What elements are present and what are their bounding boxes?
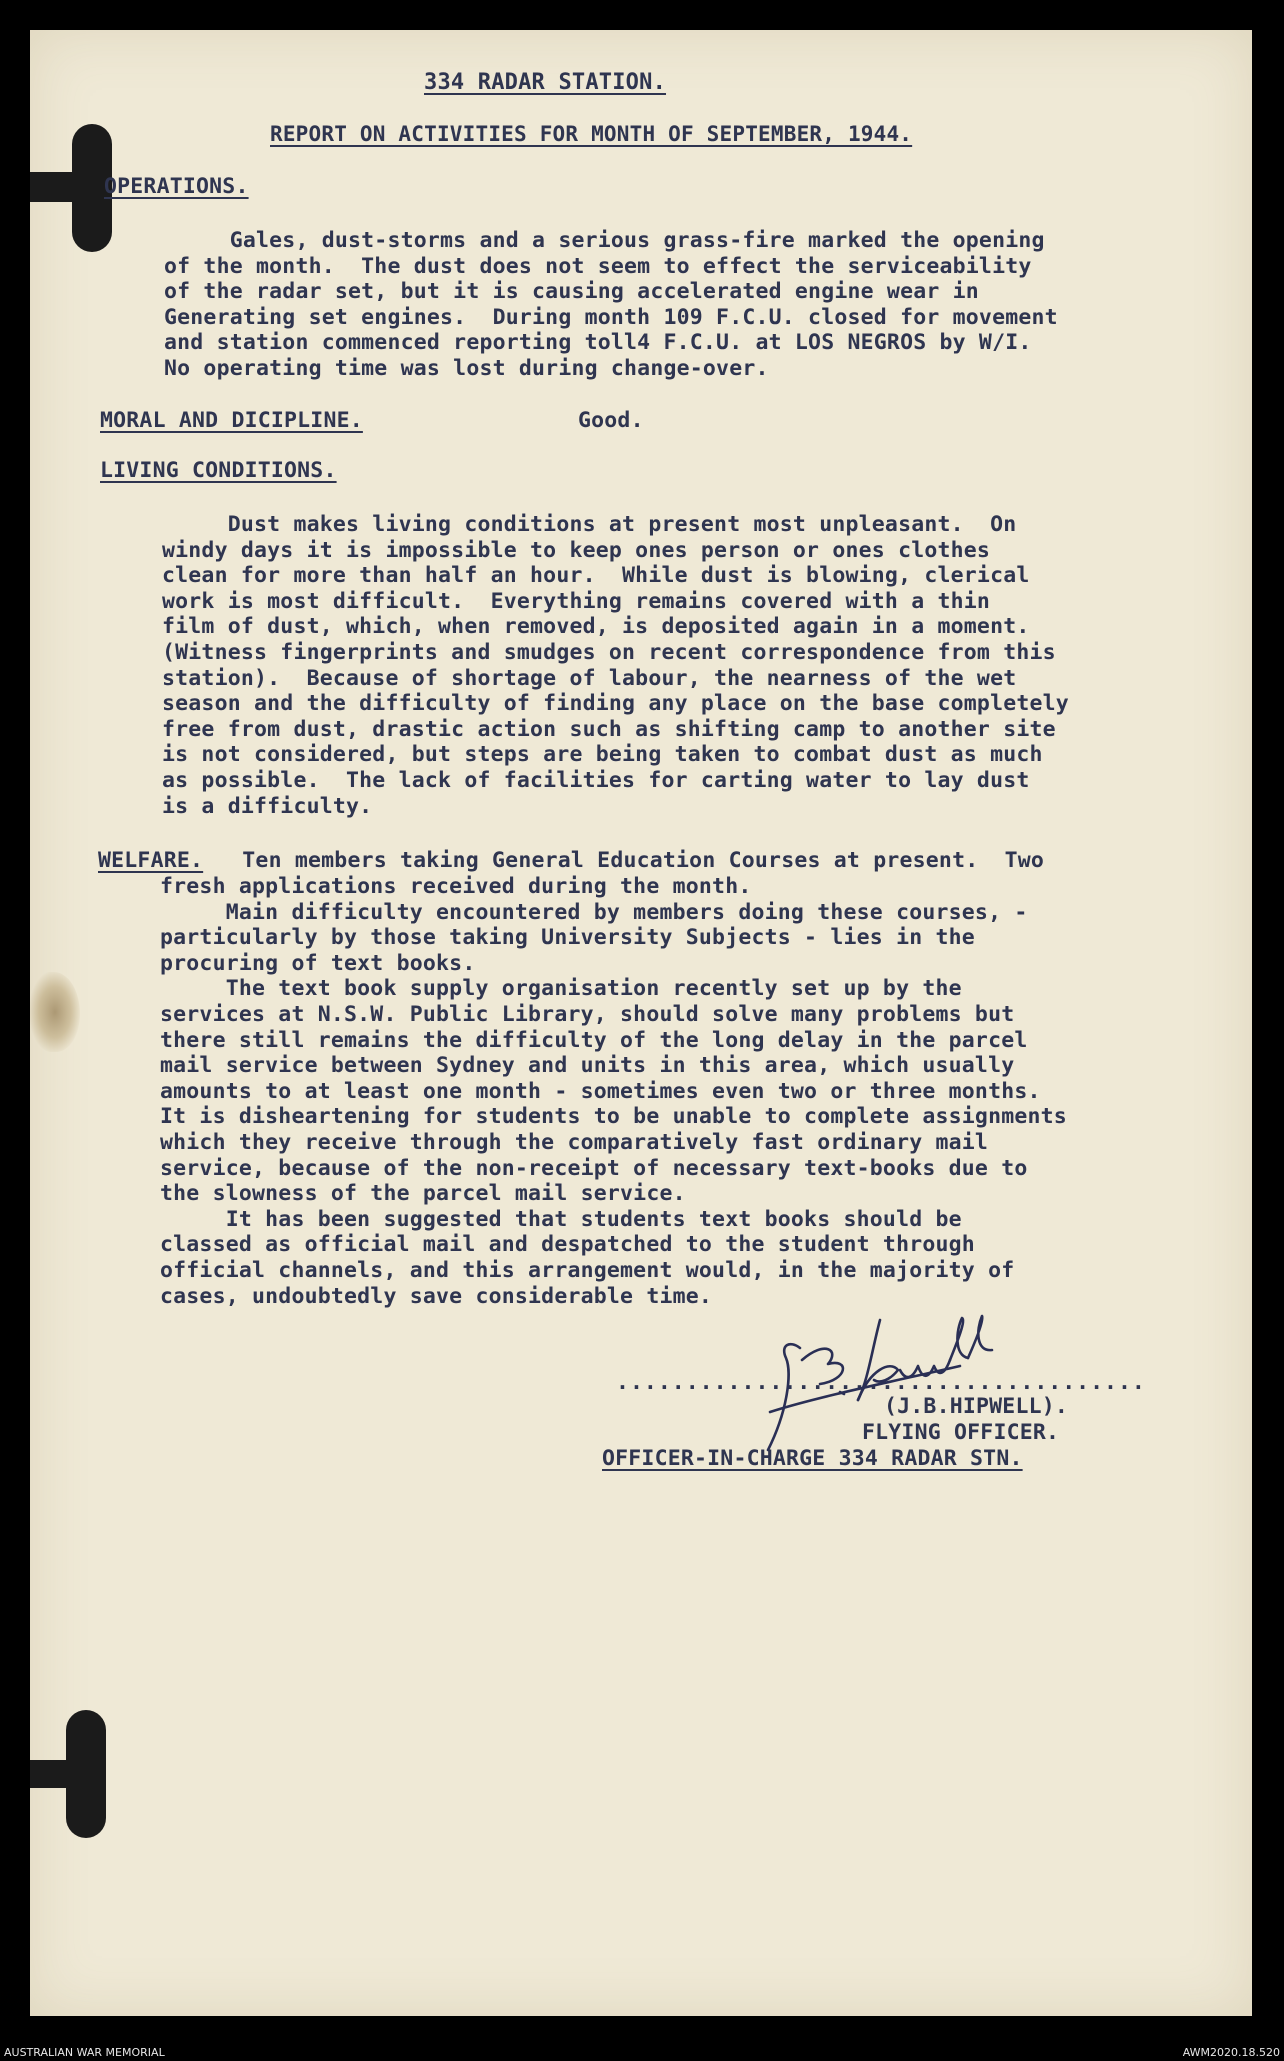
operations-heading: OPERATIONS. bbox=[104, 174, 249, 199]
text-line: work is most difficult. Everything remains covered with a thin bbox=[162, 588, 991, 614]
signatory-name: (J.B.HIPWELL). bbox=[884, 1394, 1069, 1419]
text-line: free from dust, drastic action such as shifting camp to another site bbox=[162, 716, 1056, 742]
text-line: cases, undoubtedly save considerable time. bbox=[160, 1283, 713, 1309]
text-line: The text book supply organisation recently set up by the bbox=[160, 976, 962, 1002]
text-line: station). Because of shortage of labour, the nearness of the wet bbox=[162, 665, 1017, 691]
text-line: is a difficulty. bbox=[162, 793, 373, 819]
signature-dotted-line: ...................................... bbox=[616, 1370, 1146, 1395]
text-line: windy days it is impossible to keep ones person or ones clothes bbox=[162, 537, 991, 563]
text-line: as possible. The lack of facilities for carting water to lay dust bbox=[162, 767, 1030, 793]
paper-stain bbox=[30, 972, 80, 1052]
text-line: there still remains the difficulty of the long delay in the parcel bbox=[160, 1027, 1028, 1053]
text-line: Main difficulty encountered by members doing these courses, - bbox=[160, 899, 1028, 925]
text-line: is not considered, but steps are being taken to combat dust as much bbox=[162, 742, 1043, 768]
welfare-paragraph bbox=[160, 874, 1067, 1309]
footer-accession-number: AWM2020.18.520 bbox=[1182, 2046, 1280, 2059]
living-conditions-paragraph bbox=[162, 512, 1069, 819]
text-line: fresh applications received during the month. bbox=[160, 874, 752, 899]
binder-clip-top-bar bbox=[30, 172, 105, 202]
welfare-first-line: Ten members taking General Education Courses at present. Two bbox=[216, 848, 1045, 873]
text-line: clean for more than half an hour. While dust is blowing, clerical bbox=[162, 563, 1030, 589]
text-line: particularly by those taking University Subjects - lies in the bbox=[160, 925, 975, 951]
text-line: of the month. The dust does not seem to effect the serviceability bbox=[164, 253, 1032, 279]
text-line: Dust makes living conditions at present most unpleasant. On bbox=[162, 512, 1017, 537]
text-line: No operating time was lost during change-over. bbox=[164, 355, 769, 381]
text-line: amounts to at least one month - sometimes even two or three months. bbox=[160, 1078, 1041, 1104]
morale-heading: MORAL AND DICIPLINE. bbox=[100, 408, 363, 433]
document-subtitle: REPORT ON ACTIVITIES FOR MONTH OF SEPTEMBER, 1944. bbox=[270, 122, 913, 146]
text-line: Gales, dust-storms and a serious grass-fire marked the opening bbox=[164, 228, 1045, 253]
text-line: the slowness of the parcel mail service. bbox=[160, 1181, 686, 1207]
text-line: and station commenced reporting toll4 F.C.U. at LOS NEGROS by W/I. bbox=[164, 330, 1032, 356]
text-line: service, because of the non-receipt of necessary text-books due to bbox=[160, 1155, 1028, 1181]
text-line: It has been suggested that students text books should be bbox=[160, 1206, 962, 1232]
signatory-role: OFFICER-IN-CHARGE 334 RADAR STN. bbox=[602, 1446, 1023, 1471]
morale-value: Good. bbox=[578, 408, 644, 433]
footer-institution: AUSTRALIAN WAR MEMORIAL bbox=[4, 2046, 165, 2059]
text-line: Generating set engines. During month 109 F.C.U. closed for movement bbox=[164, 304, 1058, 330]
text-line: procuring of text books. bbox=[160, 950, 476, 976]
text-line: It is disheartening for students to be unable to complete assignments bbox=[160, 1104, 1067, 1130]
text-line: classed as official mail and despatched to the student through bbox=[160, 1232, 975, 1258]
text-line: official channels, and this arrangement would, in the majority of bbox=[160, 1257, 1015, 1283]
text-line: mail service between Sydney and units in this area, which usually bbox=[160, 1053, 1015, 1079]
signatory-rank: FLYING OFFICER. bbox=[862, 1420, 1060, 1445]
binder-clip-bottom-bar bbox=[30, 1760, 102, 1788]
living-conditions-heading: LIVING CONDITIONS. bbox=[100, 458, 337, 483]
document-title: 334 RADAR STATION. bbox=[424, 70, 667, 95]
text-line: (Witness fingerprints and smudges on recent correspondence from this bbox=[162, 639, 1056, 665]
text-line: which they receive through the comparatively fast ordinary mail bbox=[160, 1129, 989, 1155]
text-line: services at N.S.W. Public Library, should solve many problems but bbox=[160, 1001, 1015, 1027]
text-line: season and the difficulty of finding any place on the base completely bbox=[162, 691, 1069, 717]
text-line: of the radar set, but it is causing accelerated engine wear in bbox=[164, 279, 979, 305]
operations-paragraph bbox=[164, 228, 1058, 382]
welfare-heading: WELFARE. bbox=[98, 848, 204, 873]
text-line: film of dust, which, when removed, is deposited again in a moment. bbox=[162, 614, 1030, 640]
